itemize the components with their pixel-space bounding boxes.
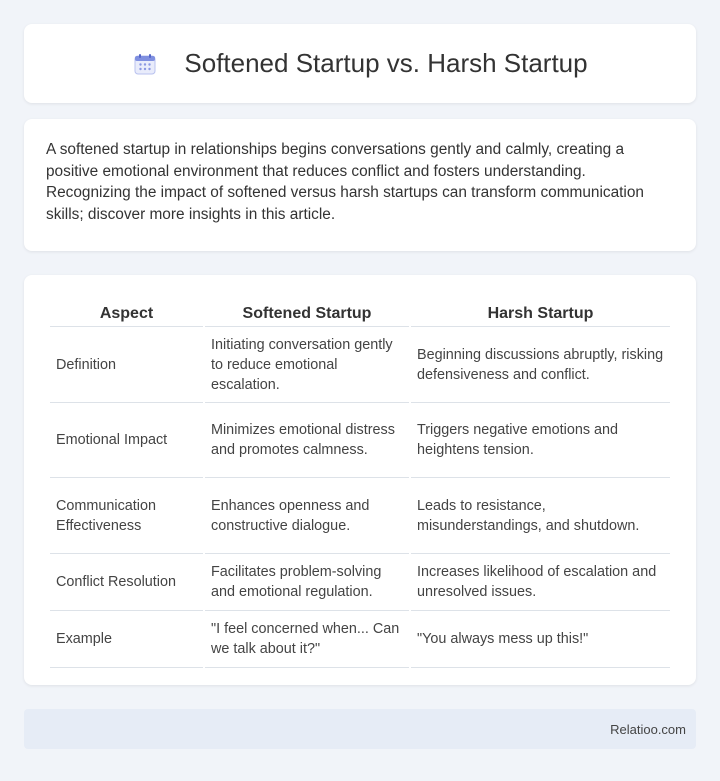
footer-bar <box>24 709 696 749</box>
table-row <box>50 478 670 554</box>
cell-softened: Initiating conversation gently to reduce emotional escalation. <box>205 327 409 403</box>
cell-aspect: Conflict Resolution <box>50 554 203 611</box>
comparison-table <box>48 295 672 668</box>
table-row <box>50 611 670 668</box>
cell-aspect: Emotional Impact <box>50 403 203 478</box>
calendar-icon <box>132 51 158 77</box>
cell-softened: Enhances openness and constructive dialogue. <box>205 478 409 554</box>
cell-harsh: Beginning discussions abruptly, risking defensiveness and conflict. <box>411 327 670 403</box>
intro-card <box>24 119 696 251</box>
comparison-table-card <box>24 275 696 685</box>
cell-aspect: Example <box>50 611 203 668</box>
table-header-row <box>50 295 670 327</box>
title-card <box>24 24 696 103</box>
cell-harsh: "You always mess up this!" <box>411 611 670 668</box>
cell-softened: "I feel concerned when... Can we talk about it?" <box>205 611 409 668</box>
table-row <box>50 327 670 403</box>
footer-site-link[interactable]: Relatioo.com <box>610 721 686 737</box>
header-harsh: Harsh Startup <box>411 295 670 327</box>
table-row <box>50 554 670 611</box>
cell-harsh: Leads to resistance, misunderstandings, and shutdown. <box>411 478 670 554</box>
page-title: Softened Startup vs. Harsh Startup <box>184 48 588 78</box>
cell-aspect: Communication Effectiveness <box>50 478 203 554</box>
cell-aspect: Definition <box>50 327 203 403</box>
table-row <box>50 403 670 478</box>
cell-softened: Facilitates problem-solving and emotional regulation. <box>205 554 409 611</box>
cell-harsh: Triggers negative emotions and heightens tension. <box>411 403 670 478</box>
cell-harsh: Increases likelihood of escalation and unresolved issues. <box>411 554 670 611</box>
intro-paragraph: A softened startup in relationships begins conversations gently and calmly, creating a positive emotional environment that reduces conflict and fosters understanding. Recognizing the impact of softened versus harsh startups can transform communication skills; discover more insights in this article. <box>46 141 644 223</box>
cell-softened: Minimizes emotional distress and promotes calmness. <box>205 403 409 478</box>
header-softened: Softened Startup <box>205 295 409 327</box>
header-aspect: Aspect <box>50 295 203 327</box>
